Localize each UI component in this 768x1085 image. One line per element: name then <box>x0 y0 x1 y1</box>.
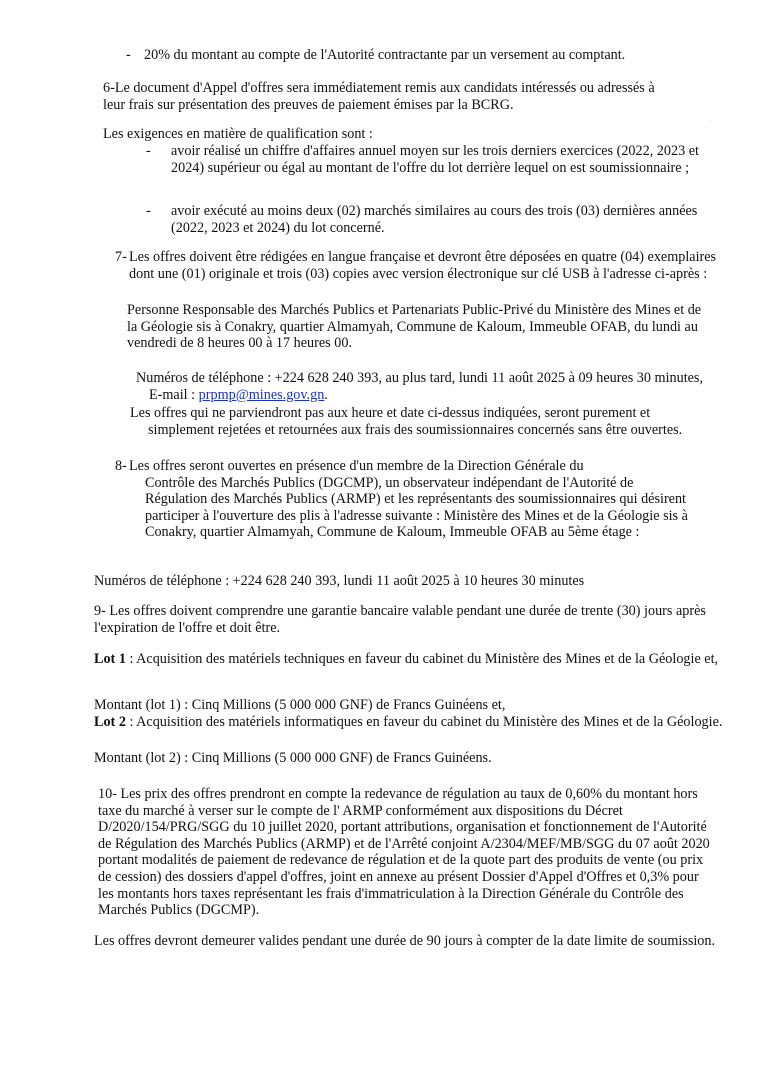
bullet-dash: - <box>146 203 151 219</box>
lot-2-label: Lot 2 <box>94 714 126 730</box>
lot-1-text: : Acquisition des matériels techniques en faveur du cabinet du Ministère des Mines et de la Géologie et, <box>125 651 719 667</box>
lot-1-description <box>94 651 724 668</box>
scan-mark: . <box>710 118 712 123</box>
para-9: 9- Les offres doivent comprendre une garantie bancaire valable pendant une durée de trente (30) jours après l'expiration de l'offre et doit être. <box>94 603 706 636</box>
lot-2-text: : Acquisition des matériels informatiques en faveur du cabinet du Ministère des Mines et de la Géologie. <box>125 714 723 730</box>
para-8-first-line: Les offres seront ouvertes en présence d'un membre de la Direction Générale du <box>129 458 584 474</box>
lot-1-amount: Montant (lot 1) : Cinq Millions (5 000 000 GNF) de Francs Guinéens et, <box>94 697 506 713</box>
qualification-item-1-text: avoir réalisé un chiffre d'affaires annuel moyen sur les trois derniers exercices (2022, 2023 et 2024) supérieur ou égal au montant de l'offre du lot derrière lequel on est soumissionnaire ; <box>171 143 699 176</box>
submission-contact-text <box>136 370 706 403</box>
email-period: . <box>324 386 328 403</box>
late-offers-text: Les offres qui ne parviendront pas aux heure et date ci-dessus indiquées, seront purement et simplement rejetées et retournées aux frais des soumissionnaires concernés sans être ouvertes. <box>130 405 683 438</box>
lot-2-description <box>94 714 724 731</box>
lot-1-label: Lot 1 <box>94 651 126 667</box>
para-10: 10- Les prix des offres prendront en compte la redevance de régulation au taux de 0,60% du montant hors taxe du marché à verser sur le compte de l' ARMP conformément aux dispositions du Décret D/2020/154/PRG/SGG du 10 juillet 2020, portant attributions, organisation et fonctionnement de l'Autorité de Régulation des Marchés Publics (ARMP) et de l'Arrêté conjoint A/2304/MEF/MB/SGG du 07 août 2020 portant modalités de paiement de redevance de régulation et de la quote part des produits de vente (ou prix de cession) des dossiers d'appel d'offres, joint en annexe au présent Dossier d'Appel d'Offres et 0,3% pour les montants hors taxes représentant les frais d'immatriculation à la Direction Générale du Contrôle des Marchés Publics (DGCMP). <box>98 786 710 919</box>
para-7-text: Les offres doivent être rédigées en langue française et devront être déposées en quatre (04) exemplaires dont une (01) originale et trois (03) copies avec version électronique sur clé USB à l'adresse ci-après : <box>129 249 717 282</box>
validity-note: Les offres devront demeurer valides pendant une durée de 90 jours à compter de la date limite de soumission. <box>94 933 716 949</box>
para-8 <box>115 458 705 541</box>
opening-phone: Numéros de téléphone : +224 628 240 393, lundi 11 août 2025 à 10 heures 30 minutes <box>94 573 585 589</box>
qualification-item-2 <box>146 203 716 236</box>
submission-contact <box>136 370 706 403</box>
para-6-line-1: 6-Le document d'Appel d'offres sera immédiatement remis aux candidats intéressés ou adressés à <box>103 80 655 96</box>
submission-phone-text: Numéros de téléphone : +224 628 240 393, au plus tard, lundi 11 août 2025 à 09 heures 30 minutes, E-mail : <box>136 370 704 403</box>
bullet-dash: - <box>126 47 131 63</box>
para-7 <box>115 249 720 282</box>
late-offers-note <box>130 405 708 438</box>
qualification-item-1 <box>146 143 716 176</box>
lot-2-amount: Montant (lot 2) : Cinq Millions (5 000 000 GNF) de Francs Guinéens. <box>94 750 492 766</box>
submission-address <box>127 302 712 352</box>
para-8-text: Contrôle des Marchés Publics (DGCMP), un observateur indépendant de l'Autorité de Régulation des Marchés Publics (ARMP) et les représentants des soumissionnaires qui désirent participer à l'ouverture des plis à l'adresse suivante : Ministère des Mines et de la Géologie sis à Conakry, quartier Almamyah, Commune de Kaloum, Immeuble OFAB au 5ème étage : <box>145 474 688 541</box>
qualification-intro: Les exigences en matière de qualification sont : <box>103 126 373 142</box>
qualification-item-2-text: avoir exécuté au moins deux (02) marchés similaires au cours des trois (03) dernières années (2022, 2023 et 2024) du lot concerné. <box>171 203 698 236</box>
bullet-dash: - <box>146 143 151 159</box>
para-6-line-2: leur frais sur présentation des preuves de paiement émises par la BCRG. <box>103 97 514 113</box>
para-8-number: 8- <box>115 458 127 474</box>
submission-address-text: Personne Responsable des Marchés Publics et Partenariats Public-Privé du Ministère des Mines et de la Géologie sis à Conakry, quartier Almamyah, Commune de Kaloum, Immeuble OFAB, du lundi au vendredi de 8 heures 00 à 17 heures 00. <box>127 302 702 352</box>
para-7-number: 7- <box>115 249 127 265</box>
payment-bullet-text: 20% du montant au compte de l'Autorité contractante par un versement au comptant. <box>144 47 626 63</box>
email-link[interactable]: prpmp@mines.gov.gn <box>198 386 325 403</box>
